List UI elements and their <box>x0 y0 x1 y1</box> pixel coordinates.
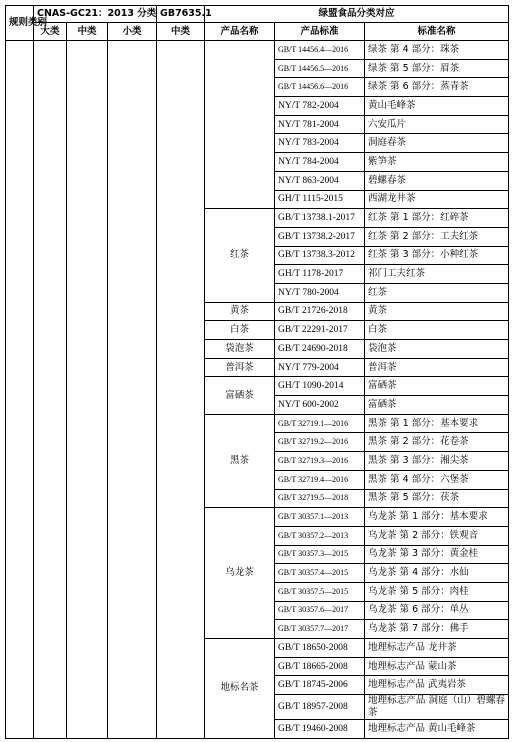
standard-name-cell: 洞庭春茶 <box>365 134 509 153</box>
standard-name-cell: 富硒茶 <box>365 396 509 415</box>
standard-name-cell: 黑茶 第 4 部分：六堡茶 <box>365 470 509 489</box>
standard-code-cell: GH/T 1178-2017 <box>275 265 365 284</box>
gb-standard-header: GB7635.1 <box>157 6 205 23</box>
standard-code-cell: GB/T 30357.1—2013 <box>275 508 365 527</box>
rule-category-cell <box>6 41 34 739</box>
minor-class-cell <box>108 41 157 739</box>
product-name-cell: 黄茶 <box>205 302 275 321</box>
standard-name-cell: 乌龙茶 第 6 部分：单丛 <box>365 601 509 620</box>
standard-name-cell: 乌龙茶 第 1 部分：基本要求 <box>365 508 509 527</box>
standard-code-cell: GB/T 32719.1—2016 <box>275 414 365 433</box>
standard-code-cell: NY/T 783-2004 <box>275 134 365 153</box>
standard-name-cell: 绿茶 第 4 部分：珠茶 <box>365 41 509 60</box>
standard-name-cell: 六安瓜片 <box>365 115 509 134</box>
standard-name-cell: 富硒茶 <box>365 377 509 396</box>
gb-middle-class-header: 中类 <box>157 23 205 41</box>
major-class-header: 大类 <box>34 23 67 41</box>
standard-code-cell: GB/T 30357.5—2015 <box>275 582 365 601</box>
standard-code-cell: GB/T 18650-2008 <box>275 639 365 658</box>
standard-code-cell: GH/T 1115-2015 <box>275 190 365 209</box>
product-name-cell: 袋泡茶 <box>205 340 275 359</box>
standard-name-cell: 祁门工夫红茶 <box>365 265 509 284</box>
standard-code-cell: GB/T 21726-2018 <box>275 302 365 321</box>
standard-code-cell: GB/T 13738.1-2017 <box>275 209 365 228</box>
standard-name-cell: 黄茶 <box>365 302 509 321</box>
standard-name-cell: 乌龙茶 第 7 部分：佛手 <box>365 620 509 639</box>
standard-code-cell: GB/T 14456.5—2016 <box>275 59 365 78</box>
standard-name-cell: 红茶 第 3 部分：小种红茶 <box>365 246 509 265</box>
cnas-classification-header: CNAS-GC21：2013 分类 <box>34 6 157 23</box>
gb-middle-class-cell <box>157 41 205 739</box>
standard-code-cell: GB/T 32719.2—2016 <box>275 433 365 452</box>
standard-name-cell: 地理标志产品 洞庭（山）碧螺春茶 <box>365 695 509 720</box>
standard-name-cell: 碧螺春茶 <box>365 171 509 190</box>
standard-name-cell: 普洱茶 <box>365 358 509 377</box>
table-row <box>6 41 509 60</box>
standard-code-cell: NY/T 782-2004 <box>275 97 365 116</box>
standard-name-cell: 地理标志产品 龙井茶 <box>365 639 509 658</box>
standard-name-cell: 黑茶 第 2 部分：花卷茶 <box>365 433 509 452</box>
green-alliance-header: 绿盟食品分类对应 <box>205 6 509 23</box>
standard-code-cell: GB/T 22291-2017 <box>275 321 365 340</box>
standard-code-cell: NY/T 863-2004 <box>275 171 365 190</box>
product-name-cell: 红茶 <box>205 209 275 302</box>
standard-code-cell: GB/T 24690-2018 <box>275 340 365 359</box>
standard-name-cell: 乌龙茶 第 5 部分：肉桂 <box>365 582 509 601</box>
standard-name-cell: 红茶 第 1 部分：红碎茶 <box>365 209 509 228</box>
standard-code-cell: GB/T 30357.6—2017 <box>275 601 365 620</box>
standard-code-cell: GB/T 14456.4—2016 <box>275 41 365 60</box>
standard-name-header: 标准名称 <box>365 23 509 41</box>
food-classification-table <box>5 5 509 739</box>
standard-code-cell: NY/T 780-2004 <box>275 283 365 302</box>
standard-code-cell: GB/T 32719.3—2016 <box>275 452 365 471</box>
product-name-cell: 黑茶 <box>205 414 275 507</box>
standard-code-cell: GB/T 30357.7—2017 <box>275 620 365 639</box>
standard-name-cell: 绿茶 第 5 部分：眉茶 <box>365 59 509 78</box>
standard-code-cell: GB/T 13738.3-2012 <box>275 246 365 265</box>
product-name-cell <box>205 41 275 209</box>
rule-category-header: 规则类别 <box>6 6 34 41</box>
standard-code-cell: GB/T 18745-2006 <box>275 676 365 695</box>
middle-class-cell <box>67 41 108 739</box>
product-name-cell: 普洱茶 <box>205 358 275 377</box>
standard-code-cell: NY/T 784-2004 <box>275 153 365 172</box>
standard-name-cell: 袋泡茶 <box>365 340 509 359</box>
standard-code-cell: GB/T 32719.4—2016 <box>275 470 365 489</box>
standard-name-cell: 黑茶 第 1 部分：基本要求 <box>365 414 509 433</box>
standard-code-cell: GB/T 14456.6—2016 <box>275 78 365 97</box>
product-name-cell: 乌龙茶 <box>205 508 275 639</box>
standard-code-cell: GB/T 13738.2-2017 <box>275 227 365 246</box>
standard-name-cell: 地理标志产品 蒙山茶 <box>365 657 509 676</box>
standard-name-cell: 白茶 <box>365 321 509 340</box>
minor-class-header: 小类 <box>108 23 157 41</box>
table-header <box>6 6 509 41</box>
standard-name-cell: 乌龙茶 第 4 部分：水仙 <box>365 564 509 583</box>
standard-name-cell: 乌龙茶 第 3 部分：黄金桂 <box>365 545 509 564</box>
product-name-cell: 富硒茶 <box>205 377 275 414</box>
product-name-cell: 白茶 <box>205 321 275 340</box>
standard-code-cell: NY/T 779-2004 <box>275 358 365 377</box>
standard-name-cell: 绿茶 第 6 部分：蒸青茶 <box>365 78 509 97</box>
standard-name-cell: 紫笋茶 <box>365 153 509 172</box>
standard-code-cell: GB/T 18957-2008 <box>275 695 365 720</box>
standard-name-cell: 黑茶 第 5 部分：茯茶 <box>365 489 509 508</box>
standard-code-cell: GB/T 19460-2008 <box>275 720 365 739</box>
standard-name-cell: 乌龙茶 第 2 部分：铁观音 <box>365 526 509 545</box>
standard-name-cell: 红茶 第 2 部分：工夫红茶 <box>365 227 509 246</box>
header-row-top <box>6 6 509 23</box>
standard-name-cell: 地理标志产品 武夷岩茶 <box>365 676 509 695</box>
standard-name-cell: 黄山毛峰茶 <box>365 97 509 116</box>
standard-name-cell: 西湖龙井茶 <box>365 190 509 209</box>
middle-class-header: 中类 <box>67 23 108 41</box>
standard-name-cell: 地理标志产品 黄山毛峰茶 <box>365 720 509 739</box>
standard-code-cell: NY/T 600-2002 <box>275 396 365 415</box>
standard-code-cell: GB/T 32719.5—2018 <box>275 489 365 508</box>
table-body <box>6 41 509 739</box>
product-name-header: 产品名称 <box>205 23 275 41</box>
standard-code-cell: GB/T 18665-2008 <box>275 657 365 676</box>
product-standard-header: 产品标准 <box>275 23 365 41</box>
standard-code-cell: GB/T 30357.3—2015 <box>275 545 365 564</box>
standard-name-cell: 红茶 <box>365 283 509 302</box>
standard-code-cell: GB/T 30357.4—2015 <box>275 564 365 583</box>
header-row-bottom <box>6 23 509 41</box>
major-class-cell <box>34 41 67 739</box>
product-name-cell: 地标名茶 <box>205 639 275 739</box>
standard-code-cell: GB/T 30357.2—2013 <box>275 526 365 545</box>
standard-code-cell: NY/T 781-2004 <box>275 115 365 134</box>
standard-code-cell: GH/T 1090-2014 <box>275 377 365 396</box>
standard-name-cell: 黑茶 第 3 部分：湘尖茶 <box>365 452 509 471</box>
